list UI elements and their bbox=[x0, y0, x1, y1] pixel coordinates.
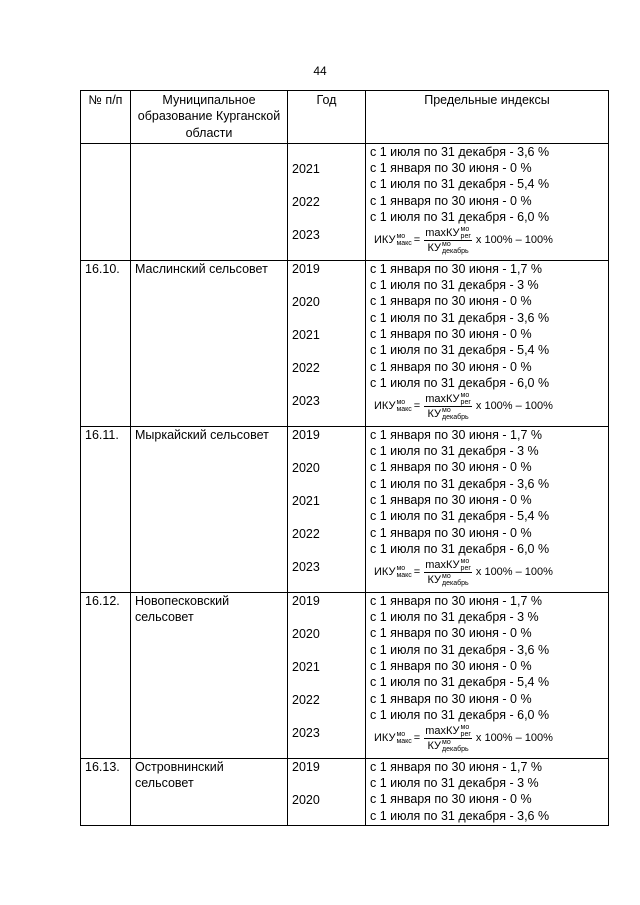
formula-den-sub: декабрь bbox=[442, 247, 469, 255]
formula-num-sub: рег bbox=[460, 730, 471, 738]
year-label: 2022 bbox=[292, 360, 320, 375]
formula-den-text: КУ bbox=[427, 407, 441, 420]
cell-years bbox=[288, 143, 366, 260]
table-row bbox=[81, 260, 609, 426]
index-line: с 1 января по 30 июня - 0 % bbox=[370, 359, 532, 374]
index-line: с 1 июля по 31 декабря - 6,0 % bbox=[370, 707, 550, 722]
formula-lhs-sub: макс bbox=[396, 240, 412, 248]
cell-num: 16.13. bbox=[81, 758, 131, 825]
formula-den-sub: декабрь bbox=[442, 579, 469, 587]
formula-lhs-indices bbox=[396, 731, 411, 745]
formula-lhs-sub: макс bbox=[396, 406, 412, 414]
formula-num-sub: рег bbox=[460, 232, 471, 240]
index-line: с 1 января по 30 июня - 0 % bbox=[370, 691, 532, 706]
formula-lhs-text: ИКУ bbox=[374, 234, 396, 247]
index-line: с 1 января по 30 июня - 0 % bbox=[370, 193, 532, 208]
year-label: 2022 bbox=[292, 692, 320, 707]
formula-lhs bbox=[374, 232, 412, 248]
cell-municipality: Мыркайский сельсовет bbox=[131, 426, 288, 592]
formula-num-text: maxКУ bbox=[425, 724, 460, 737]
formula-lhs-text: ИКУ bbox=[374, 400, 396, 413]
formula-den-indices bbox=[442, 573, 469, 587]
year-label: 2023 bbox=[292, 393, 320, 408]
index-line: с 1 января по 30 июня - 0 % bbox=[370, 626, 532, 641]
formula-den-text: КУ bbox=[427, 241, 441, 254]
year-label: 2023 bbox=[292, 227, 320, 242]
cell-municipality: Новопесковский сельсовет bbox=[131, 592, 288, 758]
formula-num-indices bbox=[461, 392, 471, 406]
index-line: с 1 января по 30 июня - 0 % bbox=[370, 161, 532, 176]
index-line: с 1 июля по 31 декабря - 3,6 % bbox=[370, 144, 550, 159]
year-label: 2021 bbox=[292, 493, 320, 508]
index-line: с 1 июля по 31 декабря - 6,0 % bbox=[370, 541, 550, 556]
index-line: с 1 июля по 31 декабря - 5,4 % bbox=[370, 343, 550, 358]
formula-den-sub: декабрь bbox=[442, 745, 469, 753]
index-line: с 1 июля по 31 декабря - 3,6 % bbox=[370, 642, 550, 657]
formula-lhs bbox=[374, 564, 412, 580]
index-line: с 1 января по 30 июня - 0 % bbox=[370, 460, 532, 475]
formula-num-sup: мо bbox=[460, 225, 470, 233]
index-formula bbox=[370, 225, 604, 255]
index-line: с 1 июля по 31 декабря - 3 % bbox=[370, 776, 539, 791]
formula-eq: = bbox=[413, 400, 421, 413]
formula-numerator bbox=[424, 392, 472, 407]
formula-lhs-indices bbox=[396, 399, 411, 413]
index-line: с 1 июля по 31 декабря - 3,6 % bbox=[370, 310, 550, 325]
index-line: с 1 января по 30 июня - 1,7 % bbox=[370, 593, 542, 608]
cell-municipality bbox=[131, 143, 288, 260]
formula-num-text: maxКУ bbox=[425, 558, 460, 571]
cell-indices bbox=[366, 592, 609, 758]
formula-lhs-indices bbox=[396, 565, 411, 579]
formula-eq: = bbox=[413, 234, 421, 247]
index-formula bbox=[370, 391, 604, 421]
cell-indices bbox=[366, 426, 609, 592]
table-header-row bbox=[81, 91, 609, 144]
formula-fraction bbox=[424, 724, 472, 753]
index-line: с 1 июля по 31 декабря - 5,4 % bbox=[370, 509, 550, 524]
page-number: 44 bbox=[313, 64, 327, 78]
cell-num: 16.12. bbox=[81, 592, 131, 758]
year-label: 2022 bbox=[292, 526, 320, 541]
cell-years bbox=[288, 758, 366, 825]
formula-denominator bbox=[427, 573, 468, 587]
cell-num bbox=[81, 143, 131, 260]
year-label: 2020 bbox=[292, 460, 320, 475]
year-label: 2019 bbox=[292, 427, 320, 442]
formula-tail: x 100% – 100% bbox=[475, 566, 553, 579]
index-line: с 1 января по 30 июня - 0 % bbox=[370, 493, 532, 508]
index-line: с 1 января по 30 июня - 0 % bbox=[370, 659, 532, 674]
formula-den-sub: декабрь bbox=[442, 413, 469, 421]
year-label: 2019 bbox=[292, 593, 320, 608]
cell-num: 16.10. bbox=[81, 260, 131, 426]
index-line: с 1 января по 30 июня - 0 % bbox=[370, 327, 532, 342]
index-line: с 1 июля по 31 декабря - 3,6 % bbox=[370, 476, 550, 491]
formula-numerator bbox=[424, 724, 472, 739]
formula-lhs-sub: макс bbox=[396, 738, 412, 746]
formula-lhs-indices bbox=[396, 233, 411, 247]
formula-lhs-text: ИКУ bbox=[374, 566, 396, 579]
formula-num-text: maxКУ bbox=[425, 226, 460, 239]
header-indices: Предельные индексы bbox=[366, 91, 609, 144]
formula-num-indices bbox=[461, 226, 471, 240]
year-label: 2023 bbox=[292, 725, 320, 740]
formula-numerator bbox=[424, 558, 472, 573]
formula-den-sup: мо bbox=[442, 240, 451, 248]
formula-num-indices bbox=[461, 558, 471, 572]
formula-den-indices bbox=[442, 407, 469, 421]
header-num: № п/п bbox=[81, 91, 131, 144]
year-label: 2019 bbox=[292, 261, 320, 276]
formula-fraction bbox=[424, 392, 472, 421]
index-formula bbox=[370, 723, 604, 753]
formula-den-indices bbox=[442, 739, 469, 753]
formula-denominator bbox=[427, 739, 468, 753]
cell-municipality: Маслинский сельсовет bbox=[131, 260, 288, 426]
formula-tail: x 100% – 100% bbox=[475, 234, 553, 247]
formula-num-indices bbox=[461, 724, 471, 738]
index-line: с 1 июля по 31 декабря - 6,0 % bbox=[370, 375, 550, 390]
year-label: 2021 bbox=[292, 327, 320, 342]
table-row bbox=[81, 426, 609, 592]
formula-den-text: КУ bbox=[427, 573, 441, 586]
formula-denominator bbox=[427, 241, 468, 255]
year-label: 2020 bbox=[292, 792, 320, 807]
year-label: 2021 bbox=[292, 161, 320, 176]
formula-tail: x 100% – 100% bbox=[475, 732, 553, 745]
index-line: с 1 июля по 31 декабря - 6,0 % bbox=[370, 210, 550, 225]
cell-indices bbox=[366, 143, 609, 260]
header-municipality: Муниципальное образование Курганской области bbox=[131, 91, 288, 144]
formula-lhs bbox=[374, 730, 412, 746]
table-row-continuation bbox=[81, 143, 609, 260]
formula-num-sup: мо bbox=[460, 723, 470, 731]
year-label: 2023 bbox=[292, 559, 320, 574]
tariff-index-table bbox=[80, 90, 609, 826]
formula-lhs-sup: мо bbox=[396, 731, 406, 739]
cell-num: 16.11. bbox=[81, 426, 131, 592]
index-line: с 1 января по 30 июня - 1,7 % bbox=[370, 759, 542, 774]
year-label: 2022 bbox=[292, 194, 320, 209]
formula-eq: = bbox=[413, 732, 421, 745]
formula-num-sup: мо bbox=[460, 557, 470, 565]
header-year: Год bbox=[288, 91, 366, 144]
index-line: с 1 января по 30 июня - 1,7 % bbox=[370, 261, 542, 276]
formula-lhs-sup: мо bbox=[396, 233, 406, 241]
formula-lhs-sup: мо bbox=[396, 565, 406, 573]
index-line: с 1 января по 30 июня - 0 % bbox=[370, 294, 532, 309]
cell-indices bbox=[366, 758, 609, 825]
cell-years bbox=[288, 426, 366, 592]
formula-den-text: КУ bbox=[427, 739, 441, 752]
index-line: с 1 января по 30 июня - 1,7 % bbox=[370, 427, 542, 442]
index-formula bbox=[370, 557, 604, 587]
index-line: с 1 января по 30 июня - 0 % bbox=[370, 792, 532, 807]
table-row bbox=[81, 758, 609, 825]
formula-lhs bbox=[374, 398, 412, 414]
index-line: с 1 июля по 31 декабря - 3,6 % bbox=[370, 808, 550, 823]
cell-years bbox=[288, 260, 366, 426]
formula-num-sup: мо bbox=[460, 391, 470, 399]
formula-numerator bbox=[424, 226, 472, 241]
formula-lhs-sup: мо bbox=[396, 399, 406, 407]
formula-den-sup: мо bbox=[442, 406, 451, 414]
formula-den-indices bbox=[442, 241, 469, 255]
formula-denominator bbox=[427, 407, 468, 421]
year-label: 2020 bbox=[292, 626, 320, 641]
index-line: с 1 июля по 31 декабря - 3 % bbox=[370, 278, 539, 293]
formula-eq: = bbox=[413, 566, 421, 579]
formula-num-text: maxКУ bbox=[425, 392, 460, 405]
year-label: 2021 bbox=[292, 659, 320, 674]
formula-num-sub: рег bbox=[460, 564, 471, 572]
formula-lhs-text: ИКУ bbox=[374, 732, 396, 745]
formula-fraction bbox=[424, 226, 472, 255]
year-label: 2019 bbox=[292, 759, 320, 774]
cell-years bbox=[288, 592, 366, 758]
formula-fraction bbox=[424, 558, 472, 587]
formula-num-sub: рег bbox=[460, 398, 471, 406]
table-row bbox=[81, 592, 609, 758]
index-line: с 1 января по 30 июня - 0 % bbox=[370, 525, 532, 540]
formula-tail: x 100% – 100% bbox=[475, 400, 553, 413]
formula-den-sup: мо bbox=[442, 738, 451, 746]
cell-municipality: Островнинский сельсовет bbox=[131, 758, 288, 825]
index-line: с 1 июля по 31 декабря - 5,4 % bbox=[370, 675, 550, 690]
formula-den-sup: мо bbox=[442, 572, 451, 580]
index-line: с 1 июля по 31 декабря - 3 % bbox=[370, 610, 539, 625]
index-line: с 1 июля по 31 декабря - 3 % bbox=[370, 444, 539, 459]
cell-indices bbox=[366, 260, 609, 426]
year-spacer bbox=[292, 144, 361, 161]
index-line: с 1 июля по 31 декабря - 5,4 % bbox=[370, 177, 550, 192]
year-label: 2020 bbox=[292, 294, 320, 309]
formula-lhs-sub: макс bbox=[396, 572, 412, 580]
